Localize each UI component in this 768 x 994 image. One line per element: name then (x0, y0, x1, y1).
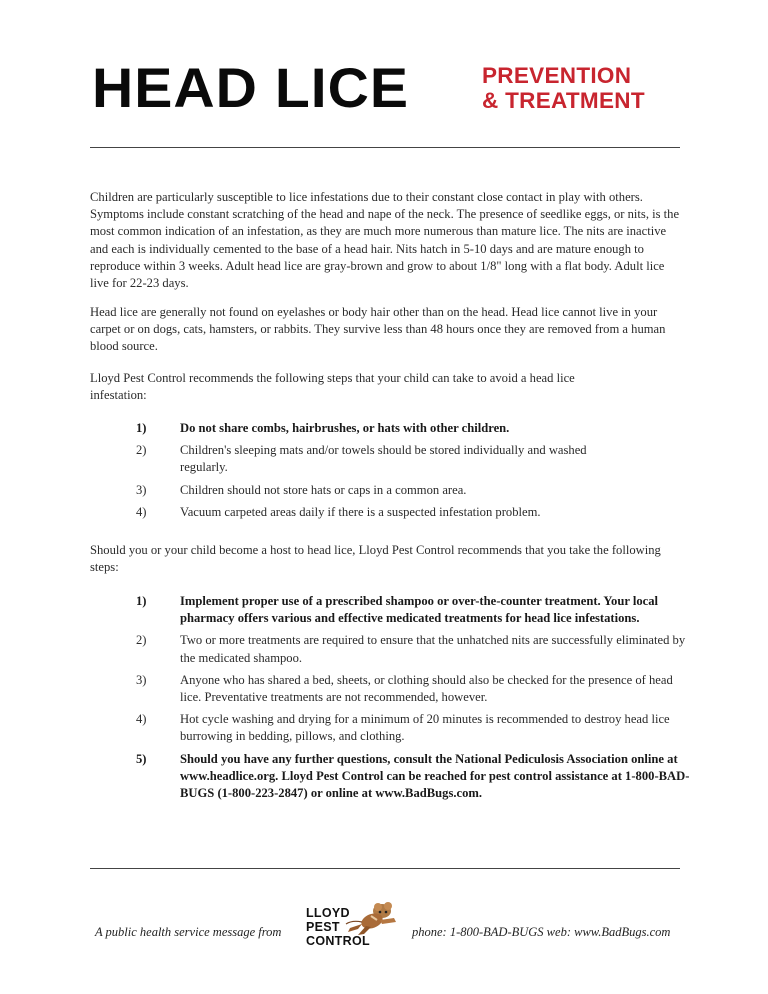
list-number: 2) (136, 443, 147, 458)
list-item (90, 504, 630, 521)
list-number: 1) (136, 594, 147, 608)
list-text: Children should not store hats or caps in a common area. (180, 482, 467, 497)
list-text: Anyone who has shared a bed, sheets, or clothing should also be checked for the presence of head lice. Preventative treatments are not recommended, however. (180, 672, 673, 705)
list-text: Vacuum carpeted areas daily if there is a suspected infestation problem. (180, 504, 541, 519)
list-item (90, 420, 630, 437)
list-number: 3) (136, 672, 147, 687)
habitat-paragraph: Head lice are generally not found on eyelashes or body hair other than on the head. Head lice cannot live in your carpet or on dogs, cats, hamsters, or rabbits. They survive less than 48 hours once they are removed from a human blood source. (90, 305, 666, 354)
list-text: Children's sleeping mats and/or towels should be stored individually and washed regularly. (180, 443, 587, 475)
footer (0, 900, 768, 960)
page-subtitle (482, 63, 645, 113)
list-item (90, 442, 630, 476)
list-number: 1) (136, 421, 147, 435)
list-number: 4) (136, 504, 147, 519)
logo-line-3: CONTROL (306, 934, 370, 948)
list-number: 5) (136, 751, 147, 766)
list-text: Implement proper use of a prescribed shampoo or over-the-counter treatment. Your local pharmacy offers various and effective medicated treatments for head lice infestations. (180, 594, 659, 626)
logo-line-2: PEST (306, 920, 340, 934)
lloyd-pest-control-logo (306, 900, 406, 952)
list-text: Should you have any further questions, consult the National Pediculosis Association online at www.headlice.org. Lloyd Pest Control can be reached for pest control assistance at 1-800-BAD-BUGS (1-800-223-2847) or online at www.BadBugs.com. (180, 751, 690, 801)
footer-divider (90, 868, 680, 869)
list-item (90, 751, 690, 803)
header-divider (90, 147, 680, 148)
list-item (90, 711, 690, 745)
intro-paragraph: Children are particularly susceptible to lice infestations due to their constant close contact in play with others. Symptoms include constant scratching of the head and nape of the neck. The presence of seedlike eggs, or nits, is the most common indication of an infestation, as they are much more numerous than mature lice. The nits are inactive and each is individually cemented to the base of a head hair. Nits hatch in 5-10 days and are mature enough to reproduce within 3 weeks. Adult head lice are gray-brown and grow to about 1/8" long with a flat body. Adult lice live for 22-23 days. (90, 190, 680, 291)
list-number: 2) (136, 633, 147, 648)
list-text: Two or more treatments are required to ensure that the unhatched nits are successfully eliminated by the medicated shampoo. (180, 633, 686, 665)
prevention-intro: Lloyd Pest Control recommends the following steps that your child can take to avoid a head lice infestation: (90, 371, 575, 403)
list-text: Do not share combs, hairbrushes, or hats with other children. (180, 421, 510, 435)
prevention-steps-list (90, 420, 630, 526)
list-number: 4) (136, 712, 147, 727)
subtitle-line-2: & TREATMENT (482, 88, 645, 113)
list-number: 3) (136, 482, 147, 497)
list-item (90, 672, 690, 706)
treatment-steps-list (90, 593, 690, 807)
page-title: HEAD LICE (92, 56, 410, 119)
list-item (90, 593, 690, 627)
list-item (90, 632, 690, 666)
logo-line-1: LLOYD (306, 906, 350, 920)
list-text: Hot cycle washing and drying for a minimum of 20 minutes is recommended to destroy head lice burrowing in bedding, pillows, and clothing. (180, 712, 670, 744)
subtitle-line-1: PREVENTION (482, 63, 632, 88)
running-mouse-mascot-icon (344, 902, 400, 938)
footer-message: A public health service message from (95, 925, 282, 939)
footer-contact: phone: 1-800-BAD-BUGS web: www.BadBugs.com (412, 925, 671, 939)
list-item (90, 482, 630, 499)
treatment-intro: Should you or your child become a host to head lice, Lloyd Pest Control recommends that you take the following steps: (90, 543, 661, 575)
